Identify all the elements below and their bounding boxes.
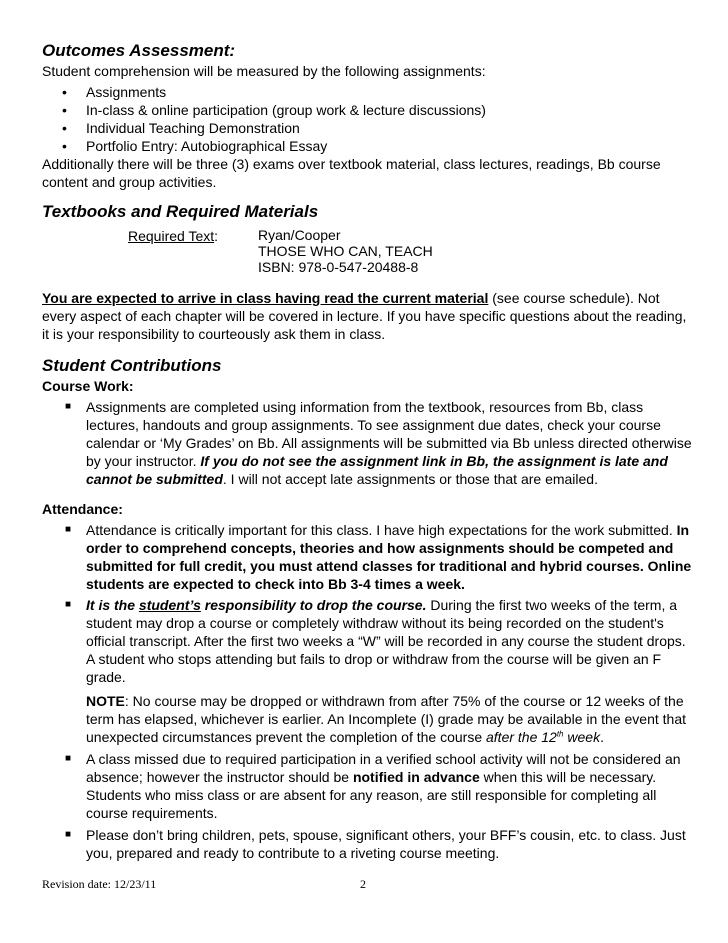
required-text-values xyxy=(258,227,433,275)
document-page xyxy=(42,40,692,865)
outcomes-intro: Student comprehension will be measured by the following assignments: xyxy=(42,63,486,79)
course-work-label: Course Work: xyxy=(42,378,134,394)
page-footer xyxy=(42,877,692,892)
list-item: • Assignments xyxy=(62,84,167,100)
list-item: ■ Assignments are completed using information from the textbook, resources from Bb, class lectures, handouts and group assignments. To see assignment due dates, check your course calendar or ‘My Grades’ on Bb. All assignments will be submitted via Bb unless directed otherwise by your instructor. If you do not see the assignment link in Bb, the assignment is late and cannot be submitted. I will not accept late assignments or those that are emailed. xyxy=(65,399,692,487)
book-title: THOSE WHO CAN, TEACH xyxy=(258,243,433,259)
note-paragraph: NOTE: No course may be dropped or withdrawn from after 75% of the course or 12 weeks of the term has elapsed, whichever is earlier. An Incomplete (I) grade may be available in the event that unexpected circumstances prevent the completion of the course after the 12th week. xyxy=(86,693,686,745)
page-number: 2 xyxy=(360,877,366,891)
textbooks-heading: Textbooks and Required Materials xyxy=(42,202,319,221)
expectation-paragraph: You are expected to arrive in class having read the current material (see course schedule). Not every aspect of each chapter will be covered in lecture. If you have specific questions about the reading, it is your responsibility to courteously ask them in class. xyxy=(42,290,687,342)
contributions-heading: Student Contributions xyxy=(42,356,222,375)
list-item: ■ It is the student’s responsibility to drop the course. During the first two weeks of the term, a student may drop a course or completely withdraw without its being recorded on the student's official transcript. After the first two weeks a “W” will be recorded in any course the student drops. A student who stops attending but fails to drop or withdraw from the course will be given an F grade. NOTE: No course may be dropped or withdrawn from after 75% of the course or 12 weeks of the term has elapsed, whichever is earlier. An Incomplete (I) grade may be available in the event that unexpected circumstances prevent the completion of the course after the 12th week. xyxy=(42,596,692,746)
exams-paragraph: Additionally there will be three (3) exams over textbook material, class lectures, readings, Bb course content and group activities. xyxy=(42,156,661,190)
book-isbn: ISBN: 978-0-547-20488-8 xyxy=(258,259,419,275)
expectation-bold: You are expected to arrive in class having read the current material xyxy=(42,290,489,306)
outcomes-heading: Outcomes Assessment: xyxy=(42,41,236,60)
outcomes-list xyxy=(42,83,692,155)
book-author: Ryan/Cooper xyxy=(258,227,341,243)
attendance-label: Attendance: xyxy=(42,501,123,517)
list-item: • Individual Teaching Demonstration xyxy=(62,120,300,136)
list-item: ■ A class missed due to required participation in a verified school activity will not be considered an absence; however the instructor should be notified in advance when this will be necessary. Students who miss class or are absent for any reason, are still responsible for completing all course requirements. xyxy=(65,751,681,821)
list-item: • Portfolio Entry: Autobiographical Essay xyxy=(62,138,328,154)
required-text-block xyxy=(128,227,692,275)
list-item: • In-class & online participation (group work & lecture discussions) xyxy=(62,102,486,118)
course-work-list xyxy=(42,398,692,488)
required-text-label: Required Text: xyxy=(128,228,219,244)
list-item: ■ Please don’t bring children, pets, spouse, significant others, your BFF’s cousin, etc. to class. Just you, prepared and ready to contribute to a riveting course meeting. xyxy=(65,827,686,861)
revision-date: Revision date: 12/23/11 xyxy=(42,877,157,891)
attendance-list xyxy=(42,521,692,862)
list-item: ■ Attendance is critically important for this class. I have high expectations for the work submitted. In order to comprehend concepts, theories and how assignments should be competed and submitted for full credit, you must attend classes for traditional and hybrid courses. Online students are expected to check into Bb 3-4 times a week. xyxy=(65,522,692,592)
